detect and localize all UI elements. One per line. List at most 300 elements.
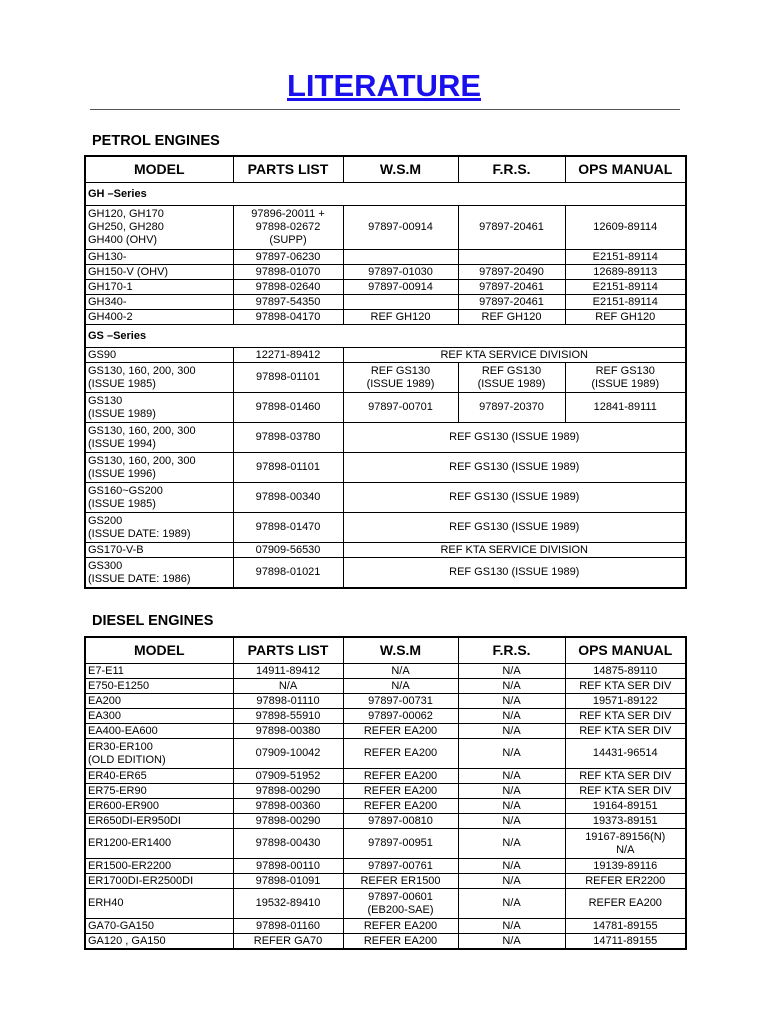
parts-list-line: 97898-03780	[255, 431, 321, 443]
frs-line: N/A	[502, 664, 521, 677]
header-wsm: W.S.M	[343, 637, 458, 664]
model-cell	[85, 709, 233, 724]
wsm-line: 97897-00761	[368, 859, 433, 872]
ops-manual-cell	[565, 784, 686, 799]
model-line: (ISSUE 1985)	[88, 377, 156, 390]
ops-manual-line: 19164-89151	[592, 799, 658, 812]
table-row	[85, 280, 686, 295]
model-cell	[85, 206, 233, 250]
wsm-line: REFER EA200	[363, 784, 438, 797]
parts-list-line: (SUPP)	[269, 234, 307, 246]
wsm-cell	[343, 709, 458, 724]
frs-line: REF GH120	[481, 310, 542, 323]
table-row	[85, 829, 686, 859]
reference-line: REF KTA SERVICE DIVISION	[440, 348, 589, 361]
frs-line: REF GS130	[481, 364, 542, 377]
ops-manual-line: REF KTA SER DIV	[579, 724, 672, 737]
frs-cell	[458, 919, 565, 934]
table-row	[85, 310, 686, 325]
model-line: EA200	[88, 694, 122, 707]
wsm-cell	[343, 363, 458, 393]
table-row	[85, 709, 686, 724]
table-row	[85, 814, 686, 829]
parts-list-cell	[233, 348, 343, 363]
ops-manual-line: 19139-89116	[593, 859, 658, 872]
ops-manual-cell	[565, 363, 686, 393]
table-row	[85, 694, 686, 709]
ops-manual-cell	[565, 859, 686, 874]
merged-reference-cell	[343, 543, 686, 558]
frs-cell	[458, 934, 565, 950]
model-line: GS170-V-B	[88, 543, 144, 556]
diesel-engines-table	[84, 636, 687, 950]
model-line: GH340-	[88, 295, 127, 308]
petrol-table-body	[85, 183, 686, 589]
frs-cell	[458, 889, 565, 919]
model-line: GS130, 160, 200, 300	[88, 364, 196, 377]
model-line: (ISSUE 1994)	[88, 437, 156, 450]
parts-list-cell	[233, 393, 343, 423]
ops-manual-line: 14431-96514	[592, 747, 658, 759]
model-line: GH170-1	[88, 280, 133, 293]
parts-list-cell	[233, 310, 343, 325]
parts-list-line: 97898-04170	[255, 310, 321, 323]
ops-manual-cell	[565, 694, 686, 709]
model-line: GS130	[88, 394, 123, 407]
wsm-line: 97897-00951	[368, 837, 433, 849]
petrol-engines-heading: PETROL ENGINES	[92, 133, 220, 149]
page-title: LITERATURE	[286, 68, 482, 103]
ops-manual-cell	[565, 829, 686, 859]
wsm-line: 97897-00062	[368, 709, 433, 722]
frs-cell	[458, 739, 565, 769]
model-line: GH400 (OHV)	[88, 234, 158, 246]
ops-manual-cell	[565, 709, 686, 724]
table-row	[85, 423, 686, 453]
merged-reference-cell	[343, 483, 686, 513]
parts-list-line: 97896-20011 +	[251, 208, 325, 220]
frs-line: N/A	[502, 874, 521, 887]
parts-list-line: 97898-01101	[255, 371, 321, 383]
model-cell	[85, 814, 233, 829]
table-row	[85, 799, 686, 814]
parts-list-line: 97898-00110	[255, 859, 321, 872]
frs-line: N/A	[502, 919, 521, 932]
ops-manual-cell	[565, 889, 686, 919]
table-row	[85, 739, 686, 769]
wsm-line: 97897-00810	[368, 814, 433, 827]
table-row	[85, 859, 686, 874]
parts-list-line: 97898-00290	[255, 814, 321, 827]
parts-list-cell	[233, 919, 343, 934]
ops-manual-line: 14875-89110	[593, 664, 658, 677]
header-parts-list: PARTS LIST	[233, 637, 343, 664]
merged-reference-cell	[343, 558, 686, 589]
wsm-cell	[343, 694, 458, 709]
parts-list-cell	[233, 874, 343, 889]
model-line: ER30-ER100	[88, 740, 153, 753]
parts-list-line: 14911-89412	[255, 664, 321, 677]
parts-list-line: 97898-02672	[255, 221, 321, 233]
model-cell	[85, 483, 233, 513]
model-cell	[85, 453, 233, 483]
parts-list-line: 97898-01110	[256, 694, 320, 707]
wsm-cell	[343, 739, 458, 769]
wsm-cell	[343, 829, 458, 859]
frs-cell	[458, 250, 565, 265]
model-line: ERH40	[88, 897, 124, 909]
wsm-cell	[343, 724, 458, 739]
parts-list-cell	[233, 664, 343, 679]
parts-list-cell	[233, 889, 343, 919]
model-line: ER1500-ER2200	[88, 859, 172, 872]
wsm-cell	[343, 664, 458, 679]
wsm-line: (EB200-SAE)	[367, 903, 434, 916]
frs-cell	[458, 769, 565, 784]
frs-line: 97897-20370	[479, 401, 544, 413]
model-line: GA120 , GA150	[88, 934, 166, 947]
parts-list-line: 97897-06230	[255, 250, 321, 263]
frs-cell	[458, 206, 565, 250]
parts-list-cell	[233, 934, 343, 950]
frs-cell	[458, 295, 565, 310]
model-cell	[85, 513, 233, 543]
frs-line: (ISSUE 1989)	[477, 377, 546, 390]
wsm-line: REF GH120	[370, 310, 431, 323]
model-cell	[85, 423, 233, 453]
model-cell	[85, 919, 233, 934]
reference-line: REF GS130 (ISSUE 1989)	[449, 431, 580, 443]
parts-list-cell	[233, 265, 343, 280]
wsm-cell	[343, 206, 458, 250]
frs-line: 97897-20490	[479, 265, 544, 278]
frs-line: N/A	[502, 837, 521, 849]
table-row	[85, 453, 686, 483]
table-row	[85, 889, 686, 919]
parts-list-line: 97898-55910	[255, 709, 321, 722]
model-line: E7-E11	[88, 664, 124, 677]
parts-list-line: 97898-01470	[255, 521, 321, 533]
ops-manual-line: REF GH120	[595, 310, 656, 323]
model-line: EA300	[88, 709, 122, 722]
frs-cell	[458, 363, 565, 393]
wsm-cell	[343, 874, 458, 889]
table-row	[85, 265, 686, 280]
parts-list-cell	[233, 784, 343, 799]
wsm-cell	[343, 799, 458, 814]
table-row	[85, 558, 686, 589]
parts-list-line: 97898-00360	[255, 799, 321, 812]
parts-list-cell	[233, 280, 343, 295]
ops-manual-line: 19373-89151	[592, 814, 658, 827]
parts-list-line: 97898-02640	[255, 280, 321, 293]
header-parts-list: PARTS LIST	[233, 156, 343, 183]
model-cell	[85, 784, 233, 799]
parts-list-cell	[233, 206, 343, 250]
model-cell	[85, 769, 233, 784]
parts-list-cell	[233, 483, 343, 513]
ops-manual-cell	[565, 934, 686, 950]
parts-list-cell	[233, 453, 343, 483]
parts-list-cell	[233, 769, 343, 784]
model-line: ER40-ER65	[88, 769, 147, 782]
table-row	[85, 513, 686, 543]
ops-manual-cell	[565, 919, 686, 934]
ops-manual-cell	[565, 814, 686, 829]
model-line: GH130-	[88, 250, 127, 263]
model-cell	[85, 310, 233, 325]
parts-list-cell	[233, 739, 343, 769]
frs-cell	[458, 874, 565, 889]
frs-cell	[458, 784, 565, 799]
frs-cell	[458, 814, 565, 829]
model-cell	[85, 348, 233, 363]
parts-list-line: 97898-01160	[255, 919, 321, 932]
ops-manual-line: 19571-89122	[592, 694, 658, 707]
wsm-line: REFER EA200	[363, 919, 438, 932]
wsm-cell	[343, 295, 458, 310]
gs-series-label: GS –Series	[85, 325, 686, 348]
reference-line: REF GS130 (ISSUE 1989)	[449, 461, 580, 473]
wsm-cell	[343, 280, 458, 295]
table-row	[85, 295, 686, 310]
model-line: GH250, GH280	[88, 221, 164, 233]
wsm-cell	[343, 769, 458, 784]
model-cell	[85, 679, 233, 694]
frs-cell	[458, 265, 565, 280]
ops-manual-cell	[565, 799, 686, 814]
ops-manual-line: 19167-89156(N)	[585, 830, 666, 843]
ops-manual-cell	[565, 664, 686, 679]
ops-manual-cell	[565, 310, 686, 325]
frs-line: N/A	[502, 724, 521, 737]
parts-list-line: 97898-01460	[255, 401, 321, 413]
wsm-line: REFER EA200	[363, 724, 438, 737]
wsm-line: 97897-00601	[368, 890, 433, 903]
model-cell	[85, 250, 233, 265]
frs-cell	[458, 280, 565, 295]
ops-manual-cell	[565, 874, 686, 889]
model-line: ER1200-ER1400	[88, 837, 172, 849]
frs-cell	[458, 724, 565, 739]
wsm-line: 97897-00914	[368, 280, 433, 293]
parts-list-line: 97897-54350	[255, 295, 321, 308]
model-cell	[85, 874, 233, 889]
ops-manual-line: N/A	[616, 843, 635, 856]
wsm-cell	[343, 265, 458, 280]
frs-line: N/A	[502, 694, 521, 707]
ops-manual-line: 12689-89113	[593, 265, 658, 278]
parts-list-line: 19532-89410	[255, 897, 321, 909]
ops-manual-cell	[565, 206, 686, 250]
wsm-cell	[343, 784, 458, 799]
reference-line: REF GS130 (ISSUE 1989)	[449, 521, 580, 533]
ops-manual-line: REF KTA SER DIV	[579, 709, 672, 722]
wsm-line: 97897-00701	[368, 401, 433, 413]
model-line: GS200	[88, 514, 123, 527]
parts-list-line: 97898-01101	[255, 461, 321, 473]
model-cell	[85, 543, 233, 558]
frs-cell	[458, 799, 565, 814]
reference-line: REF KTA SERVICE DIVISION	[440, 543, 589, 556]
table-row	[85, 206, 686, 250]
parts-list-cell	[233, 799, 343, 814]
parts-list-line: REFER GA70	[253, 934, 323, 947]
parts-list-line: 97898-00380	[255, 724, 321, 737]
parts-list-line: 97898-01070	[255, 265, 321, 278]
wsm-cell	[343, 919, 458, 934]
wsm-line: N/A	[391, 664, 410, 677]
wsm-line: 97897-00731	[368, 694, 433, 707]
model-line: GS130, 160, 200, 300	[88, 424, 196, 437]
table-row	[85, 934, 686, 950]
parts-list-cell	[233, 423, 343, 453]
diesel-table-body	[85, 664, 686, 950]
wsm-line: REFER EA200	[363, 934, 438, 947]
wsm-cell	[343, 859, 458, 874]
model-line: GS300	[88, 559, 123, 572]
ops-manual-line: E2151-89114	[592, 295, 658, 308]
model-cell	[85, 739, 233, 769]
ops-manual-cell	[565, 393, 686, 423]
parts-list-cell	[233, 250, 343, 265]
wsm-cell	[343, 814, 458, 829]
gh-series-label: GH –Series	[85, 183, 686, 206]
wsm-line: REFER ER1500	[360, 874, 441, 887]
frs-line: N/A	[502, 897, 521, 909]
parts-list-line: 97898-00290	[255, 784, 321, 797]
header-ops-manual: OPS MANUAL	[565, 637, 686, 664]
ops-manual-line: 14781-89155	[592, 919, 658, 932]
ops-manual-line: REF GS130	[595, 364, 655, 377]
model-cell	[85, 363, 233, 393]
wsm-line: N/A	[391, 679, 410, 692]
ops-manual-cell	[565, 769, 686, 784]
parts-list-cell	[233, 694, 343, 709]
model-line: GH400-2	[88, 310, 133, 323]
frs-line: N/A	[502, 709, 521, 722]
ops-manual-line: 12609-89114	[593, 221, 658, 233]
frs-line: N/A	[502, 859, 521, 872]
model-line: ER1700DI-ER2500DI	[88, 874, 194, 887]
model-cell	[85, 295, 233, 310]
table-header-row	[85, 156, 686, 183]
ops-manual-line: (ISSUE 1989)	[591, 377, 660, 390]
model-line: EA400-EA600	[88, 724, 158, 737]
table-row	[85, 348, 686, 363]
petrol-engines-table	[84, 155, 687, 589]
frs-cell	[458, 679, 565, 694]
ops-manual-line: 14711-89155	[593, 934, 658, 947]
parts-list-cell	[233, 558, 343, 589]
parts-list-line: 07909-51952	[255, 769, 321, 782]
wsm-line: (ISSUE 1989)	[366, 377, 435, 390]
wsm-line: 97897-01030	[368, 265, 433, 278]
frs-cell	[458, 859, 565, 874]
wsm-cell	[343, 934, 458, 950]
table-row	[85, 250, 686, 265]
model-line: GH150-V (OHV)	[88, 265, 169, 278]
model-cell	[85, 280, 233, 295]
ops-manual-cell	[565, 724, 686, 739]
table-row	[85, 363, 686, 393]
model-line: ER75-ER90	[88, 784, 147, 797]
ops-manual-line: E2151-89114	[592, 250, 658, 263]
wsm-cell	[343, 393, 458, 423]
frs-cell	[458, 393, 565, 423]
parts-list-cell	[233, 513, 343, 543]
frs-cell	[458, 664, 565, 679]
header-ops-manual: OPS MANUAL	[565, 156, 686, 183]
ops-manual-cell	[565, 739, 686, 769]
wsm-line: REFER EA200	[363, 769, 438, 782]
parts-list-line: 07909-10042	[255, 747, 321, 759]
parts-list-line: 97898-00340	[255, 491, 321, 503]
ops-manual-line: REF KTA SER DIV	[579, 769, 672, 782]
ops-manual-cell	[565, 250, 686, 265]
model-cell	[85, 393, 233, 423]
model-cell	[85, 799, 233, 814]
parts-list-line: 12271-89412	[255, 348, 321, 361]
frs-line: N/A	[502, 814, 521, 827]
model-cell	[85, 664, 233, 679]
reference-line: REF GS130 (ISSUE 1989)	[449, 491, 580, 503]
table-row	[85, 724, 686, 739]
header-wsm: W.S.M	[343, 156, 458, 183]
table-row	[85, 919, 686, 934]
model-line: (ISSUE 1985)	[88, 497, 156, 510]
wsm-line: REFER EA200	[363, 747, 438, 759]
parts-list-cell	[233, 859, 343, 874]
ops-manual-line: REFER ER2200	[585, 874, 666, 887]
model-line: (ISSUE 1996)	[88, 467, 156, 480]
frs-line: 97897-20461	[479, 295, 544, 308]
frs-cell	[458, 694, 565, 709]
table-row	[85, 769, 686, 784]
parts-list-cell	[233, 295, 343, 310]
wsm-cell	[343, 250, 458, 265]
ops-manual-line: E2151-89114	[592, 280, 658, 293]
header-model: MODEL	[85, 637, 233, 664]
frs-line: 97897-20461	[479, 280, 544, 293]
table-row	[85, 393, 686, 423]
model-line: E750-E1250	[88, 679, 150, 692]
model-cell	[85, 558, 233, 589]
wsm-cell	[343, 310, 458, 325]
ops-manual-line: REF KTA SER DIV	[579, 784, 672, 797]
wsm-line: REFER EA200	[363, 799, 438, 812]
table-row	[85, 483, 686, 513]
model-line: GH120, GH170	[88, 208, 164, 220]
gh-series-row	[85, 183, 686, 206]
model-cell	[85, 724, 233, 739]
wsm-cell	[343, 889, 458, 919]
frs-line: N/A	[502, 769, 521, 782]
model-cell	[85, 829, 233, 859]
parts-list-cell	[233, 829, 343, 859]
frs-cell	[458, 310, 565, 325]
title-divider	[90, 109, 680, 110]
table-row	[85, 874, 686, 889]
model-cell	[85, 934, 233, 950]
frs-line: N/A	[502, 934, 521, 947]
diesel-engines-heading: DIESEL ENGINES	[92, 613, 214, 629]
frs-line: N/A	[502, 784, 521, 797]
merged-reference-cell	[343, 348, 686, 363]
ops-manual-cell	[565, 280, 686, 295]
header-frs: F.R.S.	[458, 637, 565, 664]
model-line: GS90	[88, 348, 117, 361]
